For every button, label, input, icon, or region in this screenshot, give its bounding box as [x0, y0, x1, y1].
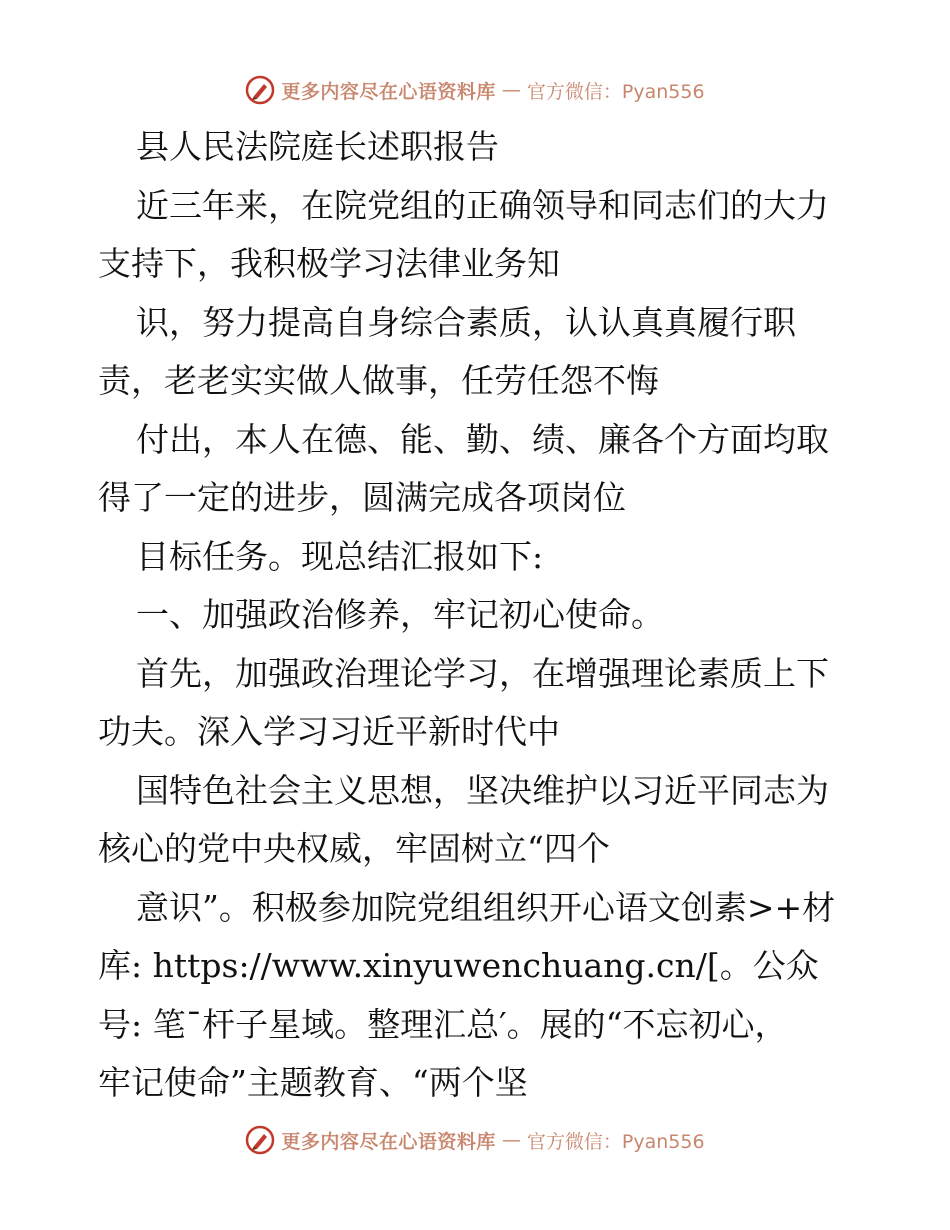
text-line: 识，努力提高自身综合素质，认认真真履行职	[136, 302, 796, 342]
text-line: 库: https://www.xinyuwenchuang.cn/[。公众	[98, 946, 819, 985]
text-line: 责，老老实实做人做事，任劳任怨不悔	[98, 361, 659, 400]
text-line: 近三年来，在院党组的正确领导和同志们的大力	[136, 185, 829, 225]
footer-contact-text: 官方微信：Pyan556	[526, 1130, 705, 1153]
text-line: 牢记使命”主题教育、“两个坚	[98, 1063, 528, 1102]
header-contact-text: 官方微信：Pyan556	[526, 80, 705, 103]
footer-banner	[0, 1122, 950, 1158]
header-banner	[0, 72, 950, 108]
pen-logo-icon	[245, 1125, 275, 1155]
text-line: 支持下，我积极学习法律业务知	[98, 244, 560, 283]
text-line: 一、加强政治修养，牢记初心使命。	[136, 595, 664, 634]
document-body	[98, 118, 858, 1113]
text-line: 功夫。深入学习习近平新时代中	[98, 712, 560, 751]
header-brand-text: 更多内容尽在心语资料库	[281, 80, 496, 103]
footer-separator: —	[501, 1129, 521, 1151]
text-line: 得了一定的进步，圆满完成各项岗位	[98, 478, 626, 517]
text-line: 付出，本人在德、能、勤、绩、廉各个方面均取	[136, 419, 829, 459]
text-line: 首先，加强政治理论学习，在增强理论素质上下	[136, 653, 829, 693]
pen-logo-icon	[245, 75, 275, 105]
document-title: 县人民法院庭长述职报告	[136, 127, 499, 166]
footer-brand-text: 更多内容尽在心语资料库	[281, 1130, 496, 1153]
text-line: 核心的党中央权威，牢固树立“四个	[98, 829, 610, 868]
header-separator: —	[501, 79, 521, 101]
text-line: 意识”。积极参加院党组组织开心语文创素>+材	[136, 887, 836, 927]
text-line: 号: 笔¯杆子星域。整理汇总′。展的“不忘初心，	[98, 1004, 788, 1044]
text-line: 目标任务。现总结汇报如下:	[136, 536, 544, 576]
text-line: 国特色社会主义思想，坚决维护以习近平同志为	[136, 770, 829, 810]
